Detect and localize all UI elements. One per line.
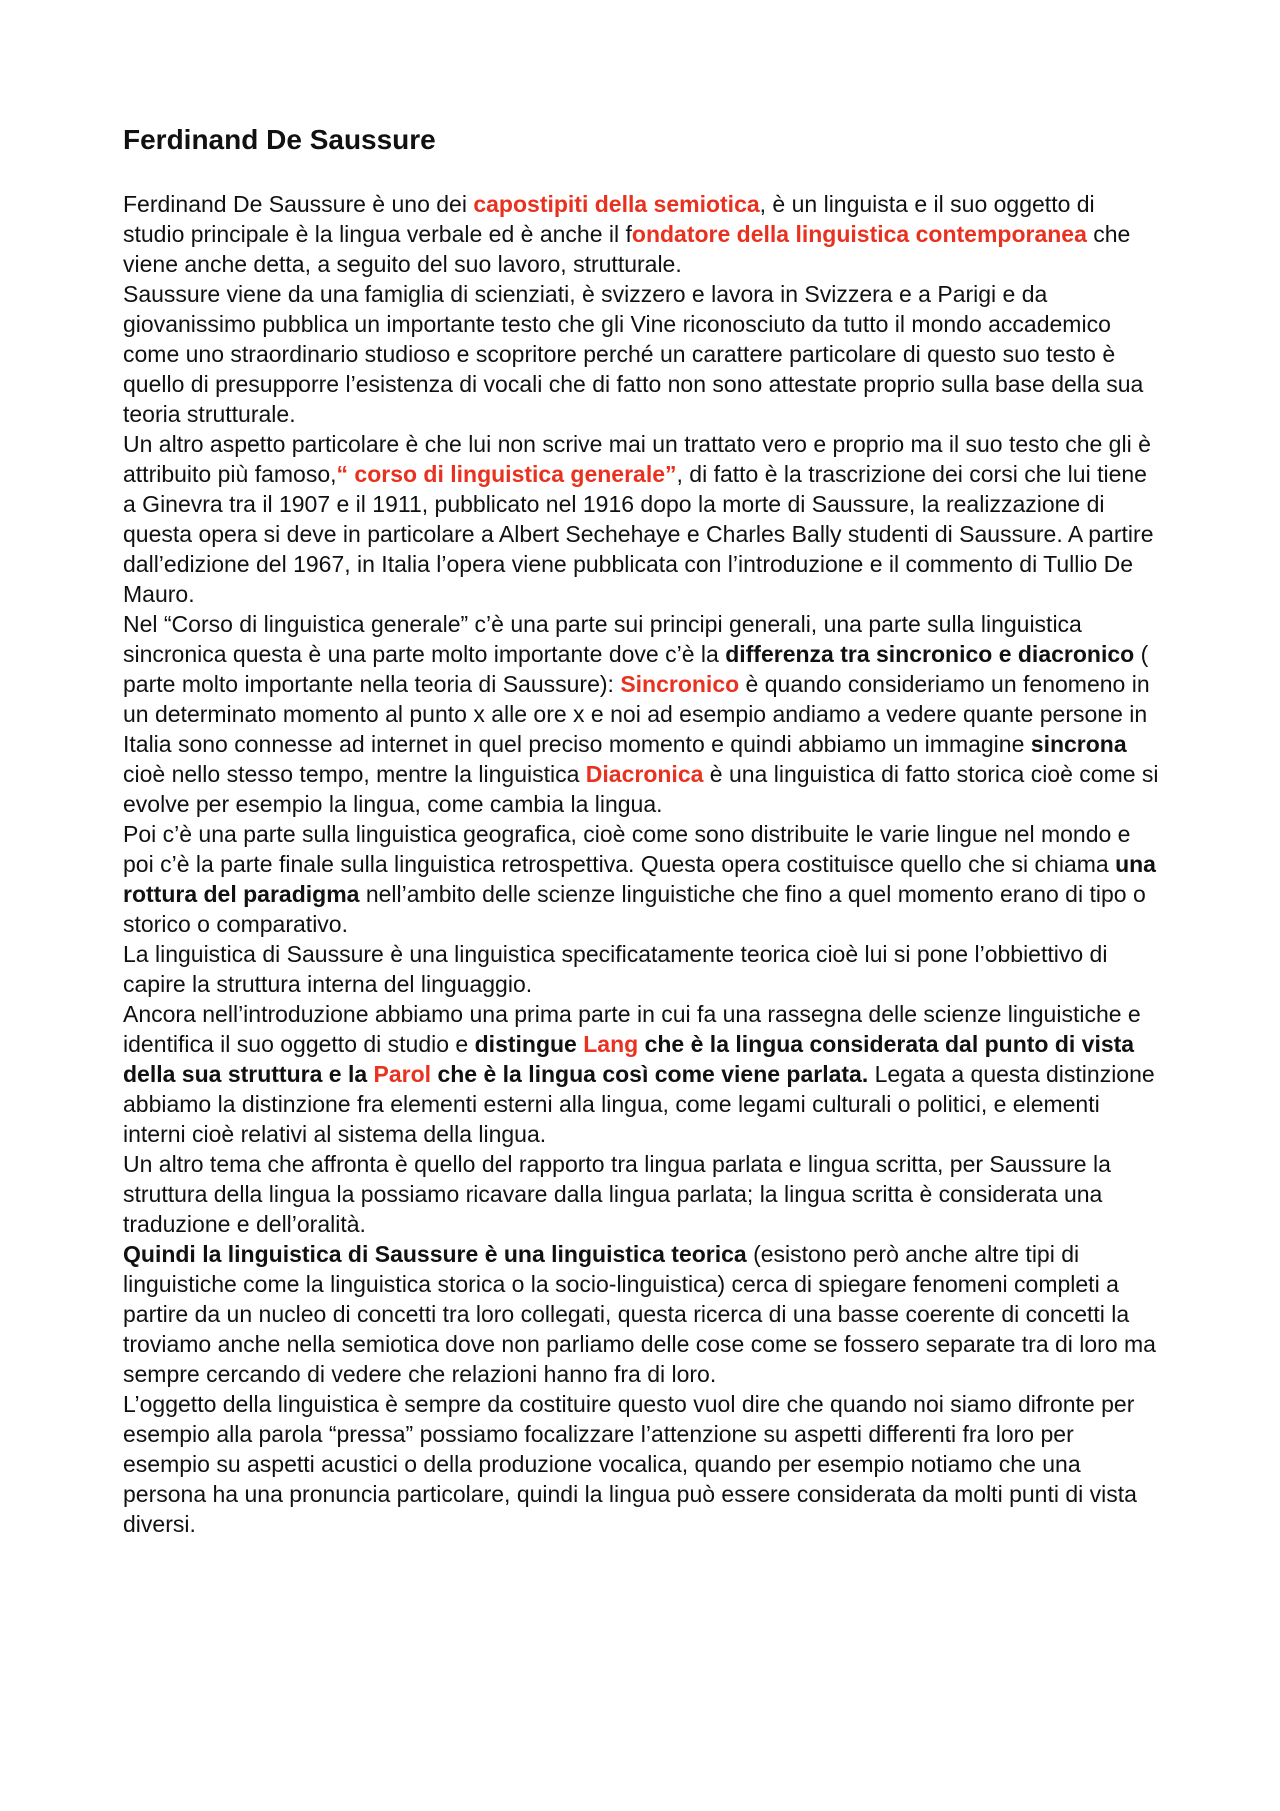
document-body (123, 189, 1162, 1539)
highlight-capostipiti: capostipiti della semiotica (473, 191, 760, 217)
text-run: La linguistica di Saussure è una linguistica specificatamente teorica cioè lui si pone l’obbiettivo di capire la struttura interna del linguaggio. (123, 941, 1108, 997)
paragraph-geografica (123, 819, 1162, 939)
text-run: (esistono però anche altre tipi di linguistiche come la linguistica storica o la socio-linguistica) cerca di spiegare fenomeni completi a partire da un nucleo di concetti tra loro collegati, questa ricerca di una basse coerente di concetti la troviamo anche nella semiotica dove non parliamo delle cose come se fossero separate tra di loro ma sempre cercando di vedere che relazioni hanno fra di loro. (123, 1241, 1156, 1387)
page-title: Ferdinand De Saussure (123, 124, 436, 155)
paragraph-quindi (123, 1239, 1162, 1389)
text-run: Ancora nell’introduzione abbiamo una prima parte in cui fa una rassegna delle scienze linguistiche e identifica il suo oggetto di studio e (123, 1001, 1141, 1057)
text-run: è quando consideriamo un fenomeno in un determinato momento al punto x alle ore x e noi ad esempio andiamo a vedere quante persone in Italia sono connesse ad internet in quel preciso momento e quindi abbiamo un immagine (123, 671, 1150, 757)
text-run: , è un linguista e il suo oggetto di studio principale è la lingua verbale ed è anche il f (123, 191, 1095, 247)
text-run: ( parte molto importante nella teoria di Saussure): (123, 641, 1149, 697)
highlight-parol: Parol (373, 1061, 432, 1087)
paragraph-parlata-scritta (123, 1149, 1162, 1239)
bold-lang-definition: che è la lingua considerata dal punto di vista della sua struttura e la (123, 1031, 1135, 1087)
text-run: Un altro aspetto particolare è che lui non scrive mai un trattato vero e proprio ma il suo testo che gli è attribuito più famoso, (123, 431, 1151, 487)
text-run: Saussure viene da una famiglia di scienziati, è svizzero e lavora in Svizzera e a Parigi e da giovanissimo pubblica un importante testo che gli Vine riconosciuto da tutto il mondo accademico come uno straordinario studioso e scopritore perché un carattere particolare di questo suo testo è quello di presupporre l’esistenza di vocali che di fatto non sono attestate proprio sulla base della sua teoria strutturale. (123, 281, 1144, 427)
bold-sincrona: sincrona (1030, 731, 1127, 757)
highlight-lang: Lang (583, 1031, 639, 1057)
bold-quindi: Quindi la linguistica di Saussure è una linguistica teorica (123, 1241, 747, 1267)
text-run: , di fatto è la trascrizione dei corsi che lui tiene a Ginevra tra il 1907 e il 1911, pubblicato nel 1916 dopo la morte di Saussure, la realizzazione di questa opera si deve in particolare a Albert Sechehaye e Charles Bally studenti di Saussure. A partire dall’edizione del 1967, in Italia l’opera viene pubblicata con l’introduzione e il commento di Tullio De Mauro. (123, 461, 1154, 607)
bold-rottura: una rottura del paradigma (123, 851, 1156, 907)
text-run: Nel “Corso di linguistica generale” c’è una parte sui principi generali, una parte sulla linguistica sincronica questa è una parte molto importante dove c’è la (123, 611, 1082, 667)
bold-differenza: differenza tra sincronico e diacronico (725, 641, 1135, 667)
text-run: Legata a questa distinzione abbiamo la distinzione fra elementi esterni alla lingua, come legami culturali o politici, e elementi interni cioè relativi al sistema della lingua. (123, 1061, 1155, 1147)
text-run: Ferdinand De Saussure è uno dei (123, 191, 474, 217)
highlight-diacronica: Diacronica (585, 761, 704, 787)
paragraph-intro (123, 189, 1162, 279)
paragraph-oggetto (123, 1389, 1162, 1539)
text-run: che viene anche detta, a seguito del suo lavoro, strutturale. (123, 221, 1131, 277)
paragraph-teorica (123, 939, 1162, 999)
paragraph-corso (123, 429, 1162, 609)
highlight-sincronico: Sincronico (620, 671, 740, 697)
text-run: Un altro tema che affronta è quello del rapporto tra lingua parlata e lingua scritta, per Saussure la struttura della lingua la possiamo ricavare dalla lingua parlata; la lingua scritta è considerata una traduzione e dell’oralità. (123, 1151, 1111, 1237)
text-run: Poi c’è una parte sulla linguistica geografica, cioè come sono distribuite le varie lingue nel mondo e poi c’è la parte finale sulla linguistica retrospettiva. Questa opera costituisce quello che si chiama (123, 821, 1131, 877)
bold-parol-definition: che è la lingua così come viene parlata. (431, 1061, 869, 1087)
text-run: L’oggetto della linguistica è sempre da costituire questo vuol dire che quando noi siamo difronte per esempio alla parola “pressa” possiamo focalizzare l’attenzione su aspetti differenti fra loro per esempio su aspetti acustici o della produzione vocalica, quando per esempio notiamo che una persona ha una pronuncia particolare, quindi la lingua può essere considerata da molti punti di vista diversi. (123, 1391, 1137, 1537)
paragraph-biography (123, 279, 1162, 429)
text-run: nell’ambito delle scienze linguistiche che fino a quel momento erano di tipo o storico o comparativo. (123, 881, 1146, 937)
text-run: cioè nello stesso tempo, mentre la linguistica (123, 761, 586, 787)
paragraph-lang-parol (123, 999, 1162, 1149)
bold-distingue: distingue (474, 1031, 584, 1057)
highlight-corso: “ corso di linguistica generale” (336, 461, 677, 487)
highlight-fondatore: ondatore della linguistica contemporanea (631, 221, 1087, 247)
text-run: è una linguistica di fatto storica cioè come si evolve per esempio la lingua, come cambia la lingua. (123, 761, 1159, 817)
paragraph-sincronico (123, 609, 1162, 819)
